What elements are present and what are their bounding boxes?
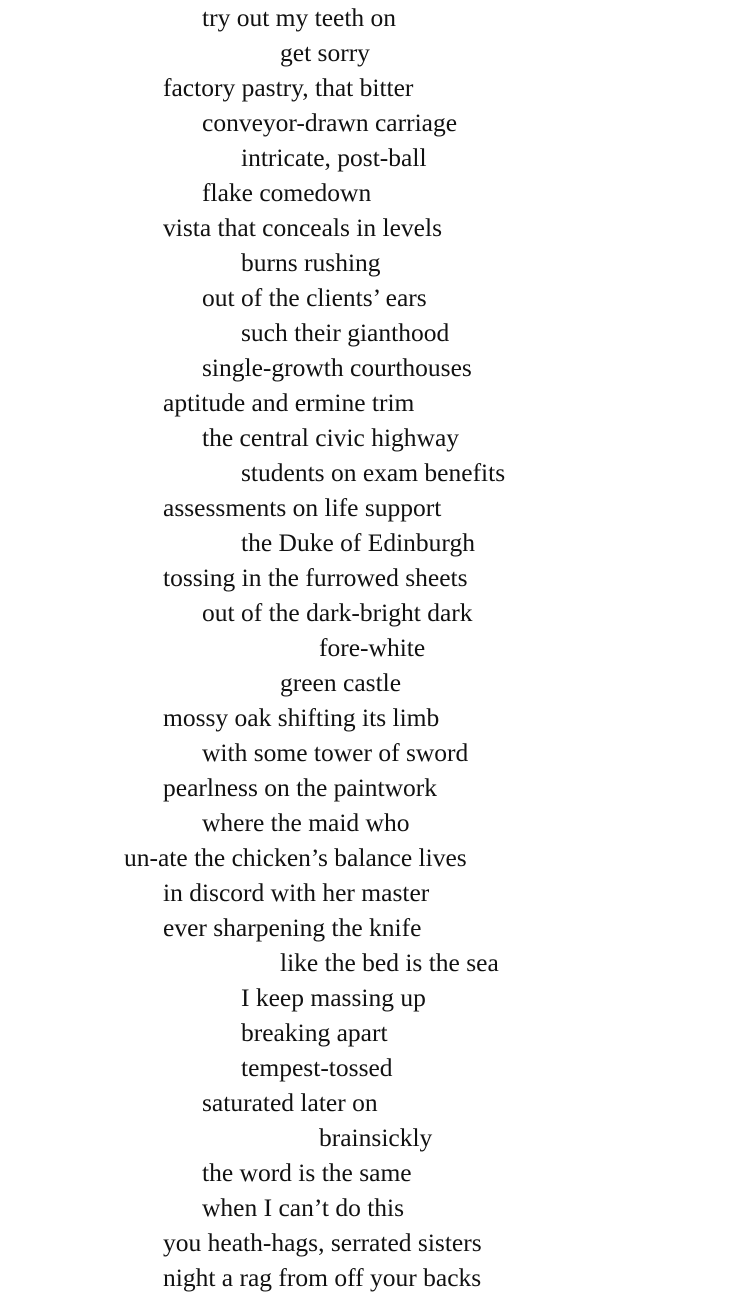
poem-line: factory pastry, that bitter xyxy=(163,73,414,102)
poem-line: breaking apart xyxy=(241,1018,388,1047)
poem-line: like the bed is the sea xyxy=(280,948,499,977)
poem-line: vista that conceals in levels xyxy=(163,213,442,242)
poem-line: burns rushing xyxy=(241,248,381,277)
poem-line: brainsickly xyxy=(319,1123,433,1152)
poem-line: mossy oak shifting its limb xyxy=(163,703,440,732)
poem-line: assessments on life support xyxy=(163,493,442,522)
poem-line: fore-white xyxy=(319,633,426,662)
poem-line: the central civic highway xyxy=(202,423,460,452)
poem-line: un-ate the chicken’s balance lives xyxy=(124,843,467,872)
poem-line: out of the clients’ ears xyxy=(202,283,427,312)
poem-line: the word is the same xyxy=(202,1158,412,1187)
poem-line: night a rag from off your backs xyxy=(163,1263,482,1292)
poem-line: try out my teeth on xyxy=(202,3,397,32)
poem-line: in discord with her master xyxy=(163,878,430,907)
poem-line: green castle xyxy=(280,668,402,697)
poem-line: when I can’t do this xyxy=(202,1193,405,1222)
poem-line: saturated later on xyxy=(202,1088,378,1117)
poem-line: single-growth courthouses xyxy=(202,353,472,382)
poem-line: such their gianthood xyxy=(241,318,450,347)
poem-line: students on exam benefits xyxy=(241,458,506,487)
poem-line: flake comedown xyxy=(202,178,372,207)
poem-line: I keep massing up xyxy=(241,983,426,1012)
poem-line: out of the dark-bright dark xyxy=(202,598,473,627)
poem-line: tempest-tossed xyxy=(241,1053,393,1082)
poem-line: intricate, post-ball xyxy=(241,143,427,172)
poem-line: pearlness on the paintwork xyxy=(163,773,438,802)
poem-line: tossing in the furrowed sheets xyxy=(163,563,468,592)
poem-line: with some tower of sword xyxy=(202,738,469,767)
poem-line: ever sharpening the knife xyxy=(163,913,422,942)
poem-line: where the maid who xyxy=(202,808,410,837)
poem-line: get sorry xyxy=(280,38,370,67)
poem-line: the Duke of Edinburgh xyxy=(241,528,475,557)
poem-line: conveyor-drawn carriage xyxy=(202,108,458,137)
poem-line: aptitude and ermine trim xyxy=(163,388,415,417)
poem-line: you heath-hags, serrated sisters xyxy=(163,1228,482,1257)
